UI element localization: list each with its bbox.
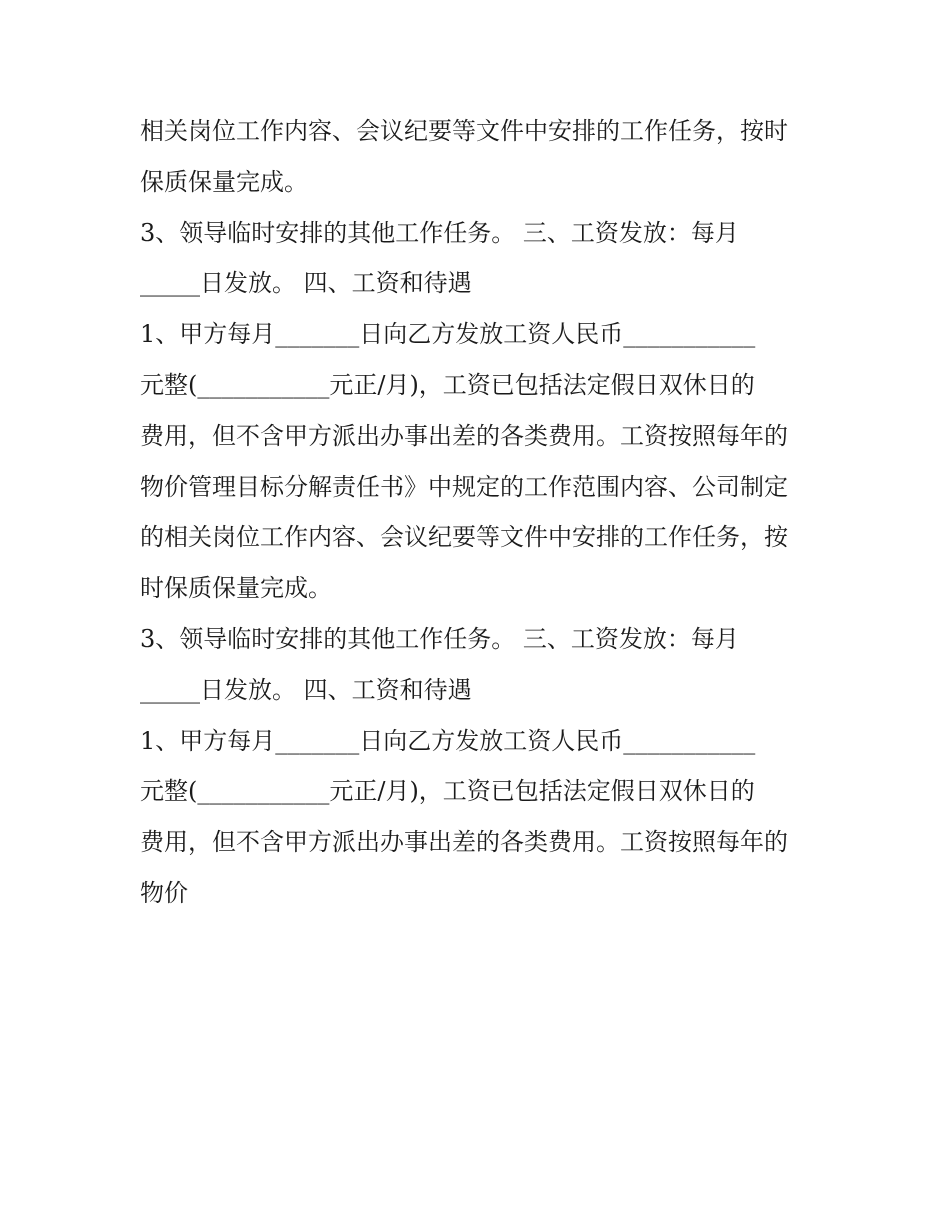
text-line: 3、领导临时安排的其他工作任务。 三、工资发放：每月 xyxy=(140,218,739,247)
text-line: 1、甲方每月_______日向乙方发放工资人民币___________ xyxy=(140,726,756,755)
text-line: 元整(___________元正/月)，工资已包括法定假日双休日的 xyxy=(140,370,755,399)
text-line: _____日发放。 四、工资和待遇 xyxy=(140,675,472,704)
document-body xyxy=(140,106,820,919)
text-line: 费用，但不含甲方派出办事出差的各类费用。工资按照每年的 xyxy=(140,421,788,450)
text-line: 的相关岗位工作内容、会议纪要等文件中安排的工作任务，按 xyxy=(140,523,788,552)
text-line: 物价管理目标分解责任书》中规定的工作范围内容、公司制定 xyxy=(140,472,788,501)
text-line: 费用，但不含甲方派出办事出差的各类费用。工资按照每年的 xyxy=(140,828,788,857)
text-line: 时保质保量完成。 xyxy=(140,574,332,603)
text-line: 1、甲方每月_______日向乙方发放工资人民币___________ xyxy=(140,320,756,349)
text-line: 保质保量完成。 xyxy=(140,167,308,196)
text-line: 元整(___________元正/月)，工资已包括法定假日双休日的 xyxy=(140,777,755,806)
text-line: 3、领导临时安排的其他工作任务。 三、工资发放：每月 xyxy=(140,624,739,653)
text-line: 物价 xyxy=(140,878,188,907)
text-line: 相关岗位工作内容、会议纪要等文件中安排的工作任务，按时 xyxy=(140,117,788,145)
text-line: _____日发放。 四、工资和待遇 xyxy=(140,269,472,298)
